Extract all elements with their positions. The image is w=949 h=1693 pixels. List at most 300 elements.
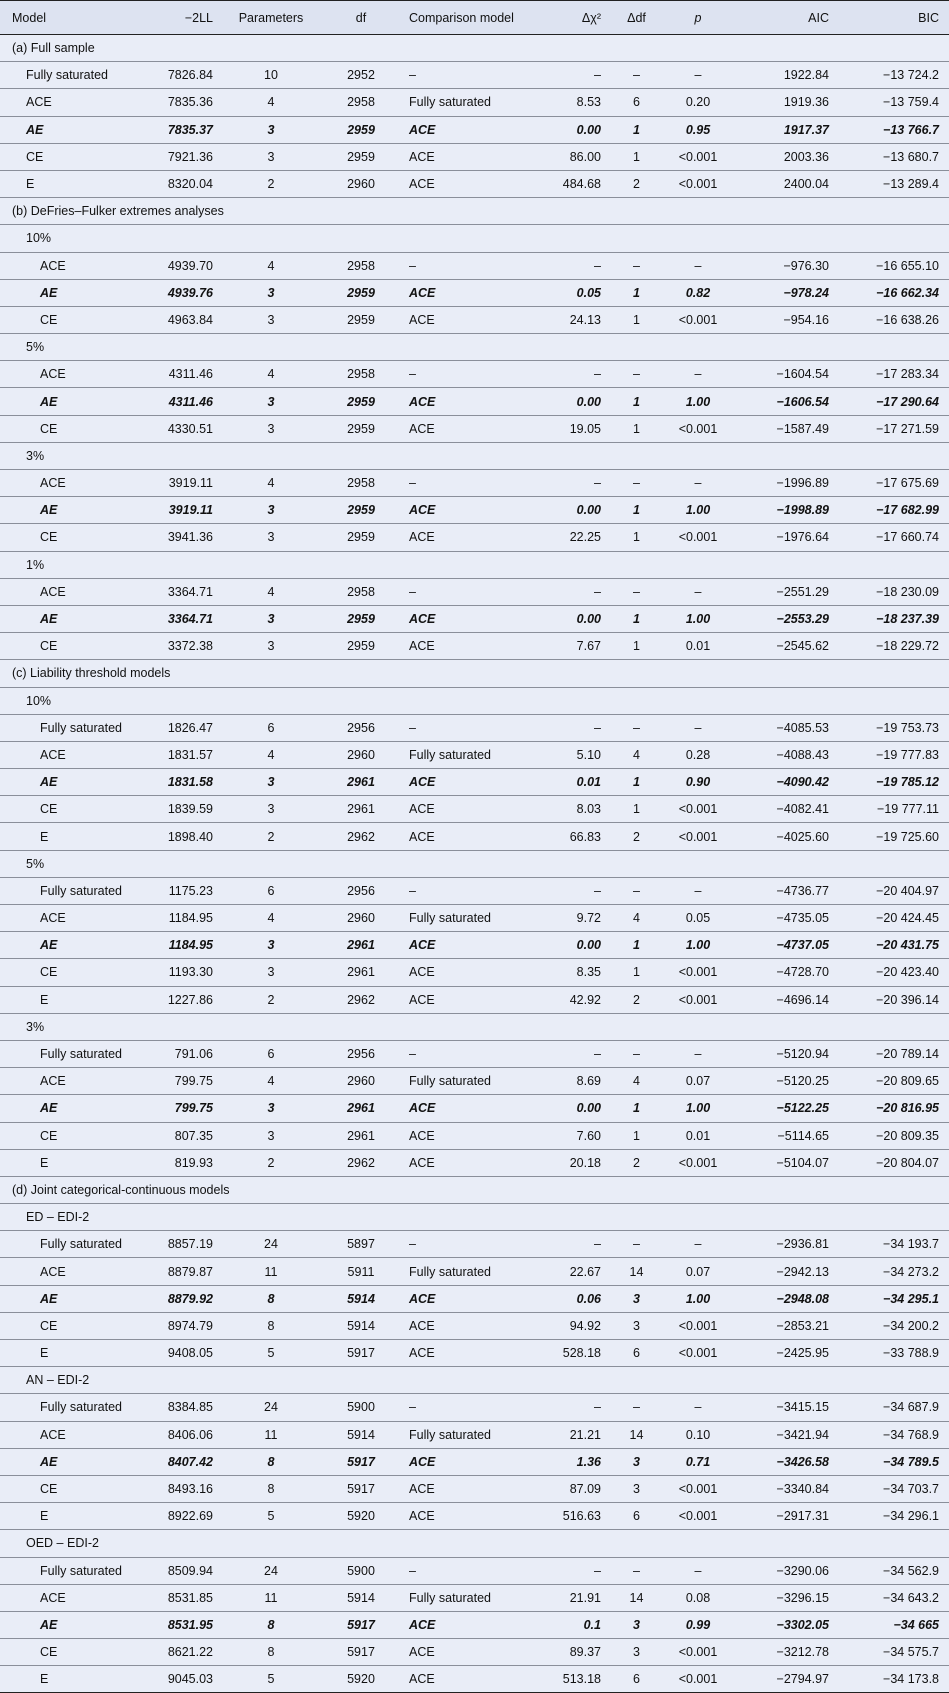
subsection-header-row	[0, 551, 949, 578]
cell-parameters: 4	[267, 258, 275, 273]
cell-delta-chi2: 0.05	[576, 285, 601, 300]
cell-comparison-model: ACE	[409, 530, 435, 545]
cell-df: 2961	[347, 1101, 375, 1116]
cell-aic: −2917.31	[776, 1509, 829, 1524]
table-row	[0, 415, 949, 442]
cell-model: Fully saturated	[40, 883, 122, 898]
table-row-best-model	[0, 1095, 949, 1122]
cell-model: AE	[40, 775, 58, 790]
subsection-header-row	[0, 1530, 949, 1557]
table-row-best-model	[0, 1285, 949, 1312]
cell-aic: −2425.95	[776, 1346, 829, 1361]
cell-neg2ll: 3941.36	[167, 530, 213, 545]
cell-aic: −2948.08	[776, 1291, 829, 1306]
cell-delta-chi2: 22.25	[569, 530, 601, 545]
table-row	[0, 905, 949, 932]
cell-aic: −2942.13	[776, 1264, 829, 1279]
cell-p-value: <0.001	[678, 802, 718, 817]
cell-p-value: 0.01	[685, 639, 711, 654]
cell-comparison-model: ACE	[409, 122, 436, 137]
cell-delta-chi2: 0.00	[576, 394, 601, 409]
cell-comparison-model: ACE	[409, 285, 436, 300]
cell-parameters: 4	[267, 747, 275, 762]
cell-delta-df: –	[633, 367, 640, 382]
cell-delta-chi2: 5.10	[576, 747, 601, 762]
subsection-label: 10%	[26, 231, 52, 246]
table-row	[0, 1394, 949, 1421]
cell-comparison-model: ACE	[409, 802, 435, 817]
cell-model: E	[40, 1509, 49, 1524]
cell-p-value: 0.05	[685, 911, 711, 926]
cell-p-value: <0.001	[678, 1509, 718, 1524]
cell-model: ACE	[40, 747, 66, 762]
cell-p-value: <0.001	[678, 421, 718, 436]
cell-aic: −4090.42	[776, 775, 829, 790]
cell-p-value: 1.00	[685, 394, 711, 409]
cell-parameters: 3	[267, 149, 275, 164]
cell-aic: −3290.06	[776, 1563, 829, 1578]
cell-comparison-model: ACE	[409, 938, 436, 953]
cell-df: 2959	[347, 639, 375, 654]
cell-delta-df: 1	[633, 639, 640, 654]
cell-delta-df: 1	[633, 530, 640, 545]
cell-bic: −13 680.7	[883, 149, 939, 164]
cell-p-value: 1.00	[685, 938, 711, 953]
header-comparison-model: Comparison model	[401, 1, 541, 35]
cell-delta-df: –	[633, 1237, 640, 1252]
subsection-label: 5%	[26, 340, 45, 355]
cell-delta-chi2: –	[594, 584, 601, 599]
cell-aic: −2553.29	[776, 612, 829, 627]
cell-model: AE	[40, 394, 58, 409]
table-row	[0, 1584, 949, 1611]
cell-delta-chi2: –	[594, 1563, 601, 1578]
cell-p-value: 0.10	[685, 1427, 711, 1442]
cell-parameters: 8	[267, 1291, 275, 1306]
cell-aic: −1996.89	[776, 476, 829, 491]
cell-df: 2959	[347, 394, 375, 409]
cell-neg2ll: 4939.70	[167, 258, 213, 273]
cell-delta-chi2: 66.83	[569, 829, 601, 844]
cell-df: 2958	[347, 367, 375, 382]
cell-p-value: –	[694, 584, 702, 599]
cell-aic: −2794.97	[776, 1672, 829, 1687]
cell-delta-df: 1	[633, 612, 640, 627]
table-row	[0, 62, 949, 89]
cell-p-value: <0.001	[678, 992, 718, 1007]
cell-comparison-model: ACE	[409, 639, 435, 654]
cell-delta-df: 4	[633, 1074, 640, 1089]
table-row	[0, 741, 949, 768]
cell-df: 2958	[347, 476, 375, 491]
cell-p-value: –	[694, 476, 702, 491]
cell-neg2ll: 8974.79	[167, 1318, 213, 1333]
subsection-header-row	[0, 850, 949, 877]
cell-comparison-model: –	[409, 1237, 416, 1252]
cell-neg2ll: 8531.95	[167, 1617, 213, 1632]
cell-delta-df: 1	[633, 1101, 640, 1116]
cell-parameters: 3	[267, 775, 275, 790]
table-row	[0, 361, 949, 388]
cell-bic: −34 273.2	[883, 1264, 939, 1279]
cell-df: 2962	[347, 992, 375, 1007]
cell-comparison-model: ACE	[409, 1346, 435, 1361]
cell-p-value: –	[694, 258, 702, 273]
table-row	[0, 470, 949, 497]
cell-parameters: 3	[267, 938, 275, 953]
cell-delta-df: 3	[633, 1291, 640, 1306]
cell-bic: −34 703.7	[883, 1482, 939, 1497]
cell-model: AE	[40, 1291, 58, 1306]
table-row	[0, 1231, 949, 1258]
cell-df: 2958	[347, 584, 375, 599]
cell-model: ACE	[40, 1264, 66, 1279]
table-row-best-model	[0, 116, 949, 143]
cell-df: 2959	[347, 421, 375, 436]
cell-delta-df: 1	[633, 122, 640, 137]
cell-neg2ll: 8922.69	[167, 1509, 213, 1524]
cell-df: 2956	[347, 720, 375, 735]
table-row-best-model	[0, 279, 949, 306]
cell-delta-chi2: 0.00	[576, 612, 601, 627]
cell-df: 5917	[347, 1346, 375, 1361]
table-row	[0, 89, 949, 116]
cell-aic: 1922.84	[783, 68, 829, 83]
cell-neg2ll: 8509.94	[167, 1563, 213, 1578]
cell-parameters: 4	[267, 367, 275, 382]
cell-delta-chi2: 21.21	[569, 1427, 601, 1442]
cell-delta-df: 2	[633, 992, 640, 1007]
cell-df: 5920	[347, 1509, 375, 1524]
cell-delta-chi2: 86.00	[569, 149, 601, 164]
cell-comparison-model: Fully saturated	[409, 1264, 491, 1279]
cell-delta-df: 3	[633, 1617, 640, 1632]
table-row	[0, 143, 949, 170]
cell-delta-df: 1	[633, 149, 640, 164]
cell-delta-chi2: 1.36	[576, 1454, 601, 1469]
cell-delta-df: –	[633, 68, 640, 83]
subsection-label: 10%	[26, 693, 52, 708]
cell-bic: −17 290.64	[876, 394, 939, 409]
cell-df: 5917	[347, 1617, 375, 1632]
cell-df: 2960	[347, 177, 375, 192]
cell-comparison-model: –	[409, 258, 416, 273]
cell-neg2ll: 3364.71	[167, 612, 213, 627]
cell-comparison-model: ACE	[409, 1291, 436, 1306]
cell-bic: −18 229.72	[876, 639, 939, 654]
cell-parameters: 3	[267, 639, 275, 654]
table-row	[0, 1040, 949, 1067]
cell-neg2ll: 9408.05	[167, 1346, 213, 1361]
cell-delta-df: 1	[633, 312, 640, 327]
cell-delta-chi2: –	[594, 476, 601, 491]
cell-parameters: 11	[264, 1590, 278, 1605]
cell-parameters: 24	[264, 1400, 278, 1415]
cell-comparison-model: –	[409, 1563, 416, 1578]
cell-parameters: 6	[267, 1047, 275, 1062]
cell-neg2ll: 1898.40	[167, 829, 213, 844]
cell-parameters: 6	[267, 720, 275, 735]
cell-neg2ll: 9045.03	[167, 1672, 213, 1687]
cell-parameters: 5	[267, 1346, 275, 1361]
cell-bic: −34 789.5	[883, 1454, 939, 1469]
cell-df: 2961	[347, 802, 375, 817]
cell-p-value: 0.28	[685, 747, 711, 762]
cell-aic: −3426.58	[776, 1454, 829, 1469]
cell-comparison-model: ACE	[409, 965, 435, 980]
cell-aic: −3421.94	[776, 1427, 829, 1442]
cell-delta-df: –	[633, 1563, 640, 1578]
cell-comparison-model: ACE	[409, 503, 436, 518]
cell-df: 2959	[347, 312, 375, 327]
cell-neg2ll: 791.06	[174, 1047, 213, 1062]
cell-delta-chi2: 87.09	[569, 1482, 601, 1497]
cell-p-value: <0.001	[678, 177, 718, 192]
cell-aic: −1587.49	[776, 421, 829, 436]
subsection-header-row	[0, 687, 949, 714]
cell-neg2ll: 1826.47	[167, 720, 213, 735]
subsection-label: 3%	[26, 448, 45, 463]
cell-comparison-model: ACE	[409, 992, 435, 1007]
cell-bic: −18 230.09	[876, 584, 939, 599]
cell-comparison-model: ACE	[409, 149, 435, 164]
cell-df: 2956	[347, 1047, 375, 1062]
cell-neg2ll: 799.75	[174, 1101, 213, 1116]
cell-delta-df: 6	[633, 95, 640, 110]
subsection-label: ED – EDI-2	[26, 1210, 90, 1225]
cell-delta-df: 4	[633, 747, 640, 762]
cell-bic: −19 777.11	[877, 802, 939, 817]
cell-p-value: 0.82	[685, 285, 711, 300]
cell-delta-df: –	[633, 476, 640, 491]
cell-p-value: <0.001	[678, 530, 718, 545]
cell-parameters: 5	[267, 1509, 275, 1524]
cell-aic: −4025.60	[776, 829, 829, 844]
cell-comparison-model: Fully saturated	[409, 747, 491, 762]
cell-aic: −3212.78	[776, 1645, 829, 1660]
cell-df: 2959	[347, 612, 375, 627]
cell-bic: −18 237.39	[876, 612, 939, 627]
cell-parameters: 6	[267, 883, 275, 898]
cell-bic: −34 643.2	[883, 1590, 939, 1605]
cell-delta-chi2: 516.63	[562, 1509, 601, 1524]
cell-bic: −34 768.9	[883, 1427, 939, 1442]
cell-delta-df: 1	[633, 938, 640, 953]
table-row	[0, 714, 949, 741]
cell-bic: −20 423.40	[876, 965, 939, 980]
cell-comparison-model: ACE	[409, 1101, 436, 1116]
section-label: (d) Joint categorical-continuous models	[12, 1182, 230, 1197]
cell-bic: −34 193.7	[883, 1237, 939, 1252]
cell-p-value: <0.001	[678, 1482, 718, 1497]
cell-aic: −954.16	[783, 312, 829, 327]
cell-delta-df: 2	[633, 1155, 640, 1170]
cell-p-value: <0.001	[678, 149, 718, 164]
cell-model: AE	[40, 1101, 58, 1116]
cell-df: 5900	[347, 1563, 375, 1578]
cell-parameters: 8	[267, 1482, 275, 1497]
table-row	[0, 1149, 949, 1176]
cell-model: CE	[40, 1645, 58, 1660]
cell-neg2ll: 8531.85	[167, 1590, 213, 1605]
subsection-header-row	[0, 1204, 949, 1231]
table-row	[0, 796, 949, 823]
cell-p-value: –	[694, 1237, 702, 1252]
cell-comparison-model: ACE	[409, 1617, 436, 1632]
cell-neg2ll: 8407.42	[167, 1454, 213, 1469]
section-header-row	[0, 35, 949, 62]
cell-delta-df: 1	[633, 421, 640, 436]
cell-parameters: 3	[267, 1101, 275, 1116]
cell-delta-chi2: 8.69	[576, 1074, 601, 1089]
cell-comparison-model: ACE	[409, 177, 435, 192]
cell-bic: −13 759.4	[883, 95, 939, 110]
header-aic: AIC	[732, 1, 847, 35]
cell-delta-df: 6	[633, 1346, 640, 1361]
cell-delta-chi2: 19.05	[569, 421, 601, 436]
cell-bic: −34 665	[893, 1617, 939, 1632]
cell-bic: −33 788.9	[883, 1346, 939, 1361]
cell-comparison-model: Fully saturated	[409, 1074, 491, 1089]
cell-df: 2960	[347, 911, 375, 926]
table-row-best-model	[0, 605, 949, 632]
cell-aic: −5122.25	[776, 1101, 829, 1116]
cell-df: 5900	[347, 1400, 375, 1415]
cell-comparison-model: –	[409, 1400, 416, 1415]
cell-delta-df: 1	[633, 965, 640, 980]
cell-model: AE	[40, 1454, 58, 1469]
cell-model: CE	[40, 312, 58, 327]
cell-delta-chi2: 24.13	[569, 312, 601, 327]
cell-delta-df: –	[633, 584, 640, 599]
cell-bic: −19 785.12	[876, 775, 939, 790]
table-row-best-model	[0, 932, 949, 959]
cell-delta-chi2: –	[594, 367, 601, 382]
cell-neg2ll: 4963.84	[167, 312, 213, 327]
cell-comparison-model: ACE	[409, 1155, 435, 1170]
cell-bic: −34 200.2	[883, 1318, 939, 1333]
cell-parameters: 3	[267, 122, 275, 137]
cell-bic: −17 660.74	[876, 530, 939, 545]
cell-delta-chi2: 513.18	[562, 1672, 601, 1687]
header-neg2ll: −2LL	[138, 1, 221, 35]
cell-neg2ll: 807.35	[174, 1128, 213, 1143]
cell-model: AE	[40, 938, 58, 953]
cell-parameters: 4	[267, 476, 275, 491]
cell-parameters: 4	[267, 1074, 275, 1089]
cell-neg2ll: 3919.11	[168, 503, 213, 518]
cell-bic: −17 675.69	[876, 476, 939, 491]
cell-aic: 2400.04	[783, 177, 829, 192]
cell-delta-chi2: –	[594, 1400, 601, 1415]
cell-neg2ll: 7835.36	[167, 95, 213, 110]
cell-df: 2952	[347, 68, 375, 83]
cell-delta-df: –	[633, 720, 640, 735]
cell-neg2ll: 1175.23	[168, 883, 213, 898]
cell-delta-chi2: –	[594, 1047, 601, 1062]
cell-comparison-model: Fully saturated	[409, 95, 491, 110]
cell-df: 5917	[347, 1482, 375, 1497]
cell-p-value: –	[694, 68, 702, 83]
subsection-label: 1%	[26, 557, 45, 572]
cell-p-value: 0.08	[685, 1590, 711, 1605]
cell-neg2ll: 8320.04	[167, 177, 213, 192]
cell-delta-df: 1	[633, 802, 640, 817]
cell-aic: −4696.14	[776, 992, 829, 1007]
cell-neg2ll: 7826.84	[167, 68, 213, 83]
cell-model: ACE	[40, 1074, 66, 1089]
cell-delta-df: 1	[633, 1128, 640, 1143]
cell-comparison-model: Fully saturated	[409, 1427, 491, 1442]
table-row	[0, 1122, 949, 1149]
subsection-label: 5%	[26, 856, 45, 871]
cell-aic: 2003.36	[783, 149, 829, 164]
cell-model: CE	[40, 639, 58, 654]
cell-p-value: <0.001	[678, 312, 718, 327]
cell-delta-df: –	[633, 1047, 640, 1062]
cell-p-value: –	[694, 883, 702, 898]
cell-delta-chi2: 22.67	[569, 1264, 601, 1279]
cell-model: Fully saturated	[40, 1237, 122, 1252]
cell-model: Fully saturated	[26, 68, 108, 83]
cell-p-value: <0.001	[678, 1645, 718, 1660]
cell-p-value: 1.00	[685, 1101, 711, 1116]
cell-delta-df: 6	[633, 1509, 640, 1524]
subsection-header-row	[0, 334, 949, 361]
cell-model: E	[40, 1155, 49, 1170]
cell-parameters: 3	[267, 394, 275, 409]
cell-df: 2958	[347, 258, 375, 273]
cell-p-value: –	[694, 720, 702, 735]
subsection-label: OED – EDI-2	[26, 1536, 99, 1551]
cell-model: ACE	[40, 1427, 66, 1442]
cell-neg2ll: 4311.46	[168, 367, 213, 382]
cell-model: AE	[26, 122, 44, 137]
cell-p-value: 0.90	[685, 775, 711, 790]
cell-parameters: 3	[267, 421, 275, 436]
cell-neg2ll: 1184.95	[168, 938, 213, 953]
cell-df: 5911	[347, 1264, 375, 1279]
cell-neg2ll: 1193.30	[168, 965, 213, 980]
subsection-label: AN – EDI-2	[26, 1373, 90, 1388]
header-parameters: Parameters	[221, 1, 321, 35]
table-row	[0, 1340, 949, 1367]
cell-comparison-model: ACE	[409, 1482, 435, 1497]
cell-p-value: 0.71	[685, 1454, 711, 1469]
cell-parameters: 11	[264, 1427, 278, 1442]
cell-parameters: 3	[267, 530, 275, 545]
cell-p-value: 0.07	[685, 1264, 711, 1279]
header-bic: BIC	[847, 1, 949, 35]
cell-parameters: 2	[267, 1155, 275, 1170]
cell-df: 2959	[347, 149, 375, 164]
cell-delta-chi2: 0.00	[576, 938, 601, 953]
cell-model: E	[40, 992, 49, 1007]
header-delta-df: Δdf	[609, 1, 664, 35]
cell-p-value: 1.00	[685, 503, 711, 518]
cell-df: 5914	[347, 1291, 375, 1306]
cell-comparison-model: –	[409, 68, 416, 83]
cell-parameters: 3	[267, 503, 275, 518]
cell-model: ACE	[40, 476, 66, 491]
subsection-header-row	[0, 225, 949, 252]
cell-comparison-model: ACE	[409, 1645, 435, 1660]
cell-aic: −4085.53	[776, 720, 829, 735]
cell-p-value: 0.99	[685, 1617, 711, 1632]
cell-df: 2958	[347, 95, 375, 110]
subsection-header-row	[0, 1013, 949, 1040]
cell-model: CE	[26, 149, 44, 164]
